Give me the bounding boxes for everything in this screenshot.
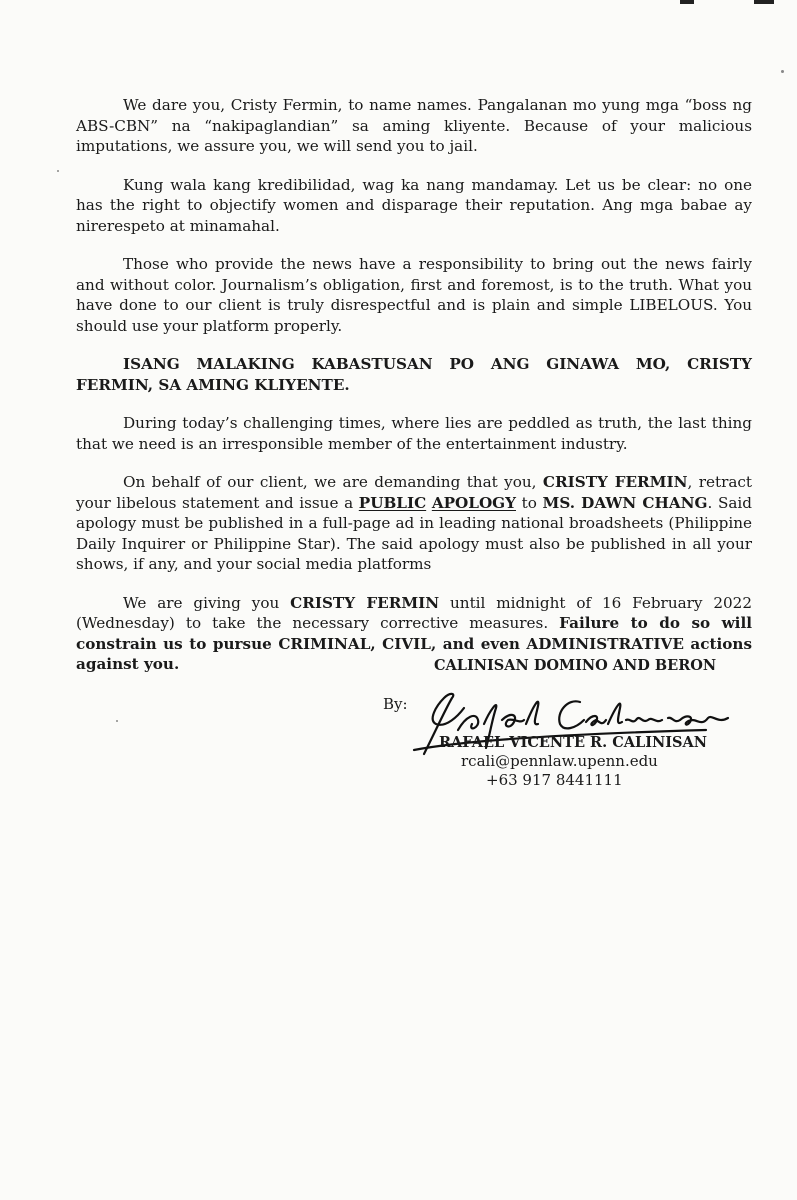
law-firm-name: CALINISAN DOMINO AND BERON [434, 657, 717, 674]
letter-paragraph [76, 354, 752, 395]
paragraph-text: to [515, 493, 543, 512]
emphasized-text: MS. DAWN CHANG [542, 493, 708, 512]
paragraph-text: We dare you, Cristy Fermin, to name names. Pangalanan mo yung mga “boss ng ABS-CBN” na “nakipaglandian” sa aming kliyente. Because of your malicious imputations, we assure you, we will send you to jail. [76, 96, 752, 155]
emphasized-text: CRISTY FERMIN [290, 593, 440, 612]
signer-email: rcali@pennlaw.upenn.edu [461, 752, 658, 770]
letter-body [76, 95, 752, 693]
emphasized-text: CRISTY FERMIN [542, 473, 688, 491]
handwritten-signature [406, 690, 746, 760]
by-label: By: [383, 695, 408, 713]
paragraph-text: . Said apology must be published in a full-page ad in leading national broadsheets (Philippine Daily Inquirer or Philippine Star). The said apology must also be published in all your shows, if any, and your social media platforms [76, 493, 752, 573]
scan-mark [680, 0, 694, 4]
letter-paragraph [76, 472, 752, 575]
emphasized-text: APOLOGY [431, 493, 516, 512]
paragraph-text: until midnight of 16 February 2022 (Wednesday) to take the necessary corrective measures. [76, 593, 753, 632]
scan-speck [57, 170, 59, 172]
scan-mark [754, 0, 774, 4]
paragraph-text: On behalf of our client, we are demanding that you, [123, 473, 543, 491]
emphasized-text: ISANG MALAKING KABASTUSAN PO ANG GINAWA MO, CRISTY FERMIN, SA AMING KLIYENTE. [76, 355, 752, 394]
letter-paragraph [76, 254, 752, 336]
paragraph-text: , retract your libelous statement and issue a [76, 473, 752, 512]
paragraph-text: During today’s challenging times, where lies are peddled as truth, the last thing that we need is an irresponsible member of the entertainment industry. [76, 414, 752, 453]
signer-phone: +63 917 8441111 [486, 771, 623, 789]
letter-paragraph [76, 175, 752, 237]
emphasized-text: Failure to do so will constrain us to pursue CRIMINAL, CIVIL, and even ADMINISTRATIVE actions against you. [76, 614, 752, 673]
scan-speck [116, 720, 118, 722]
letter-paragraph [76, 593, 752, 675]
paragraph-text: Kung wala kang kredibilidad, wag ka nang mandamay. Let us be clear: no one has the right to objectify women and disparage their reputation. Ang mga babae ay nirerespeto at minamahal. [76, 175, 752, 235]
paragraph-text: We are giving you [123, 593, 291, 612]
paragraph-text: Those who provide the news have a responsibility to bring out the news fairly and without color. Journalism’s obligation, first and foremost, is to the truth. What you have done to our client is truly disrespectful and is plain and simple LIBELOUS. You should use your platform properly. [76, 255, 752, 335]
emphasized-text: PUBLIC [358, 493, 427, 512]
signer-name: RAFAEL VICENTE R. CALINISAN [439, 734, 707, 751]
scan-speck [781, 70, 784, 73]
letter-paragraph [76, 413, 752, 454]
letter-paragraph [76, 95, 752, 157]
